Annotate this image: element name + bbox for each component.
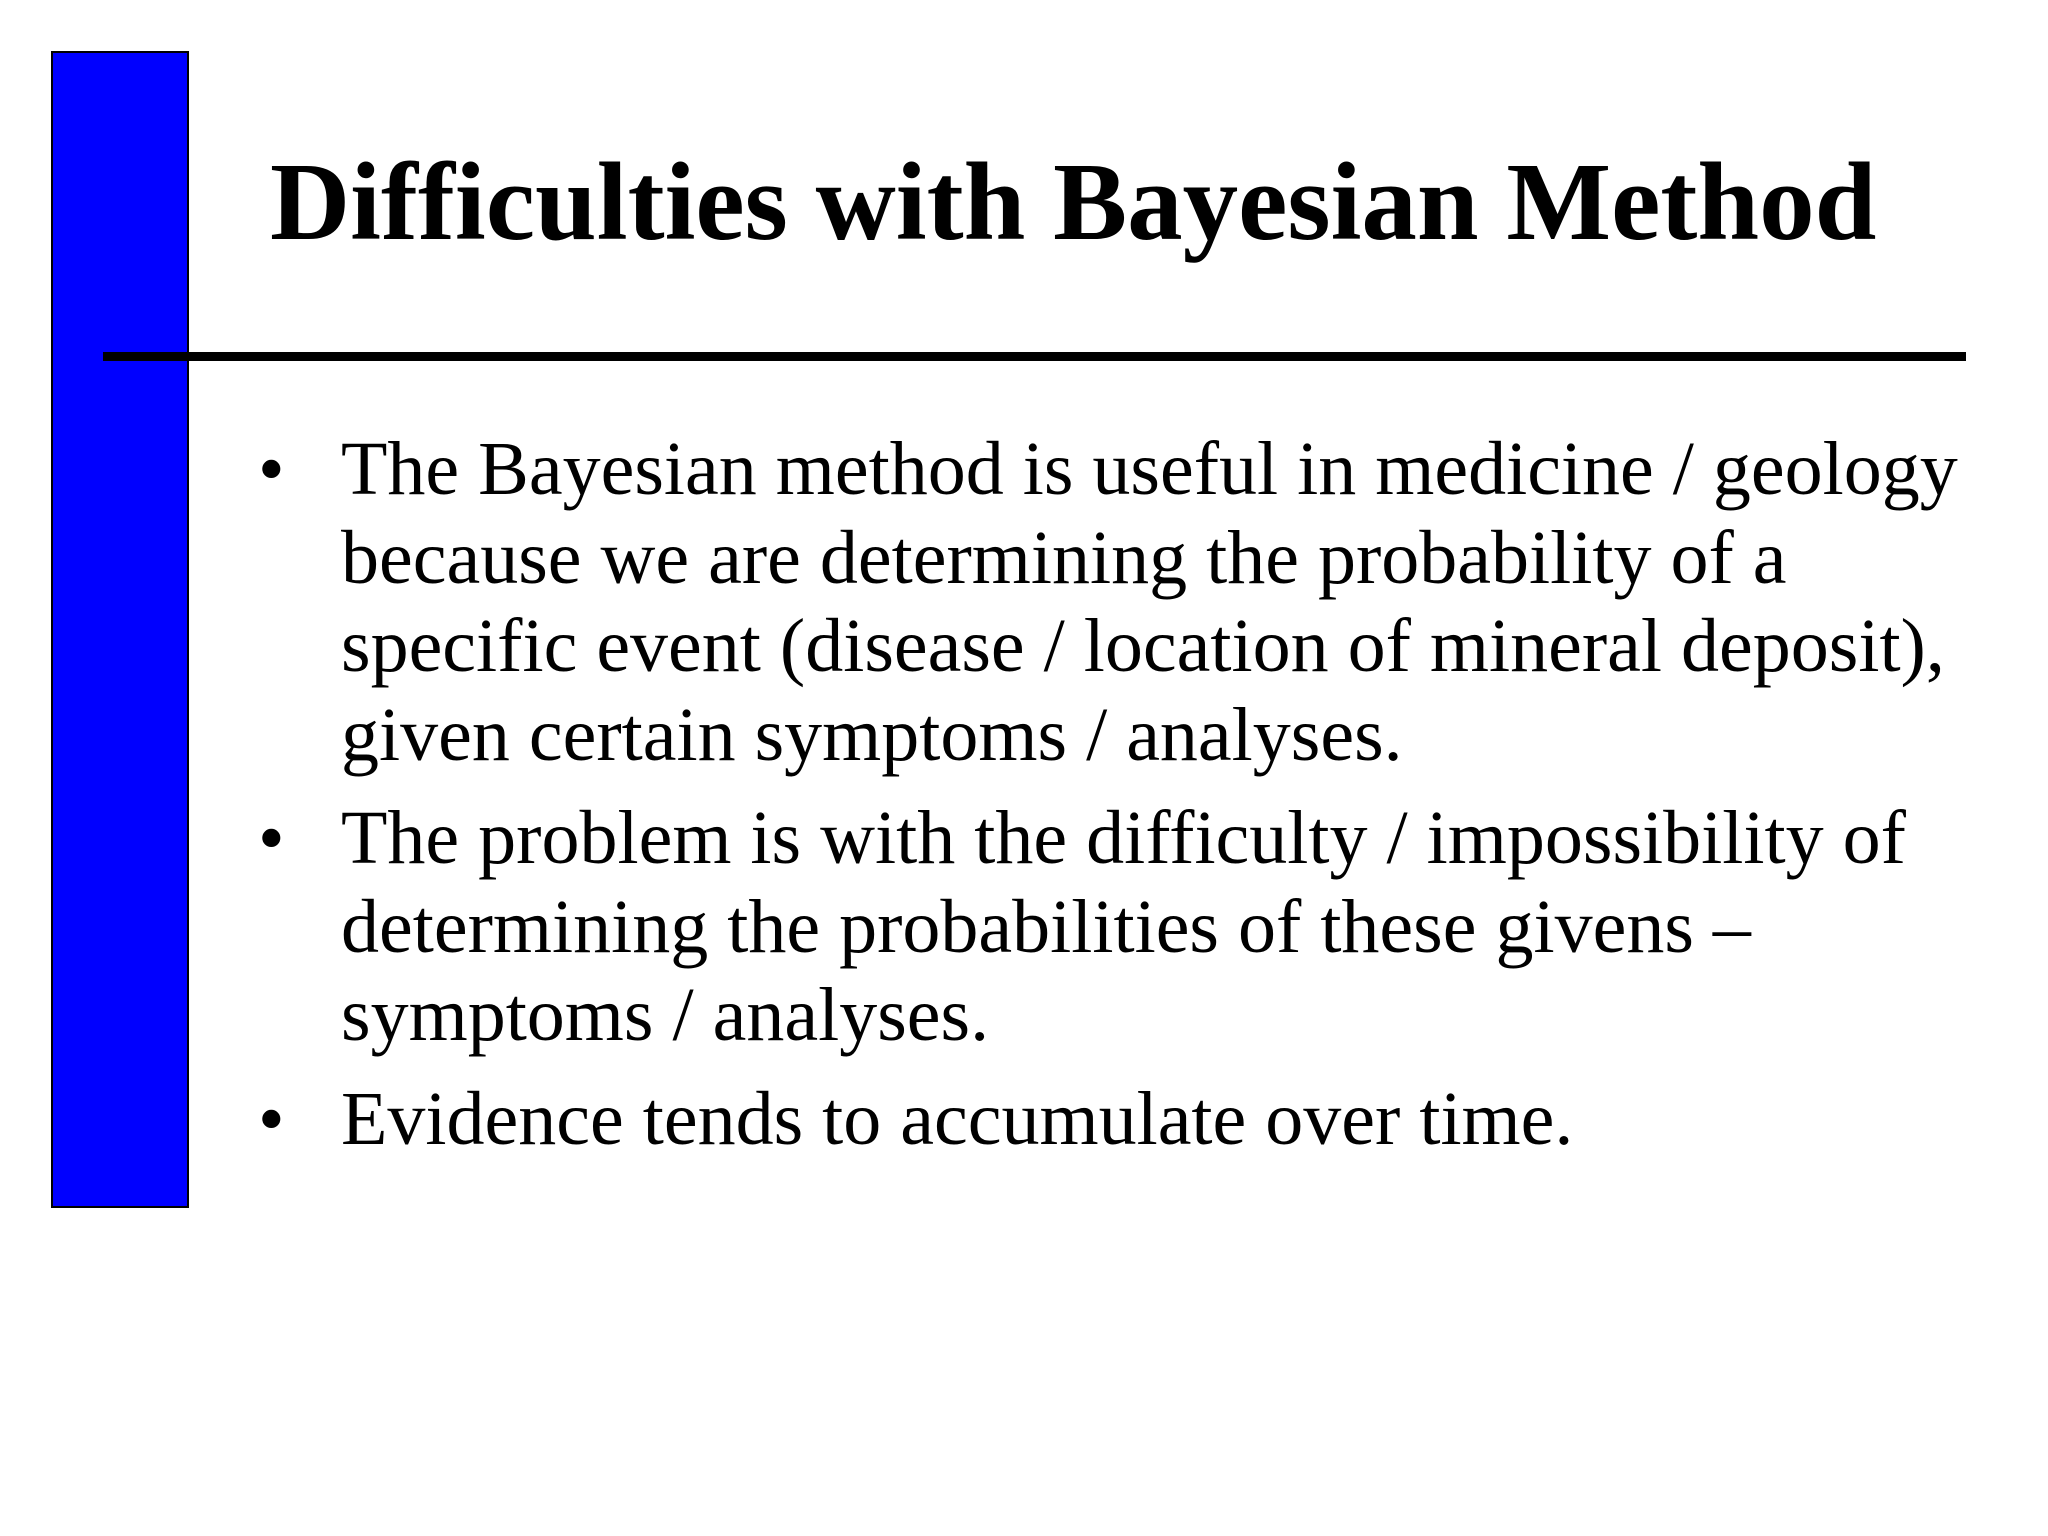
bullet-item [258, 794, 1958, 1060]
bullet-item [258, 425, 1958, 779]
bullet-text: The problem is with the difficulty / impossibility of determining the probabilities of these givens – symptoms / analyses. [341, 796, 1906, 1057]
bullet-marker: • [258, 796, 285, 880]
bullet-item [258, 1075, 1958, 1164]
slide-title: Difficulties with Bayesian Method [270, 141, 1877, 264]
bullet-marker: • [258, 427, 285, 511]
bullet-list [258, 425, 1958, 1178]
bullet-marker: • [258, 1076, 285, 1161]
bullet-text: Evidence tends to accumulate over time. [341, 1076, 1574, 1161]
accent-bar [51, 51, 189, 1208]
bullet-text: The Bayesian method is useful in medicine / geology because we are determining the probability of a specific event (disease / location of mineral deposit), given certain symptoms / analyses. [341, 427, 1958, 777]
title-divider [103, 352, 1966, 361]
